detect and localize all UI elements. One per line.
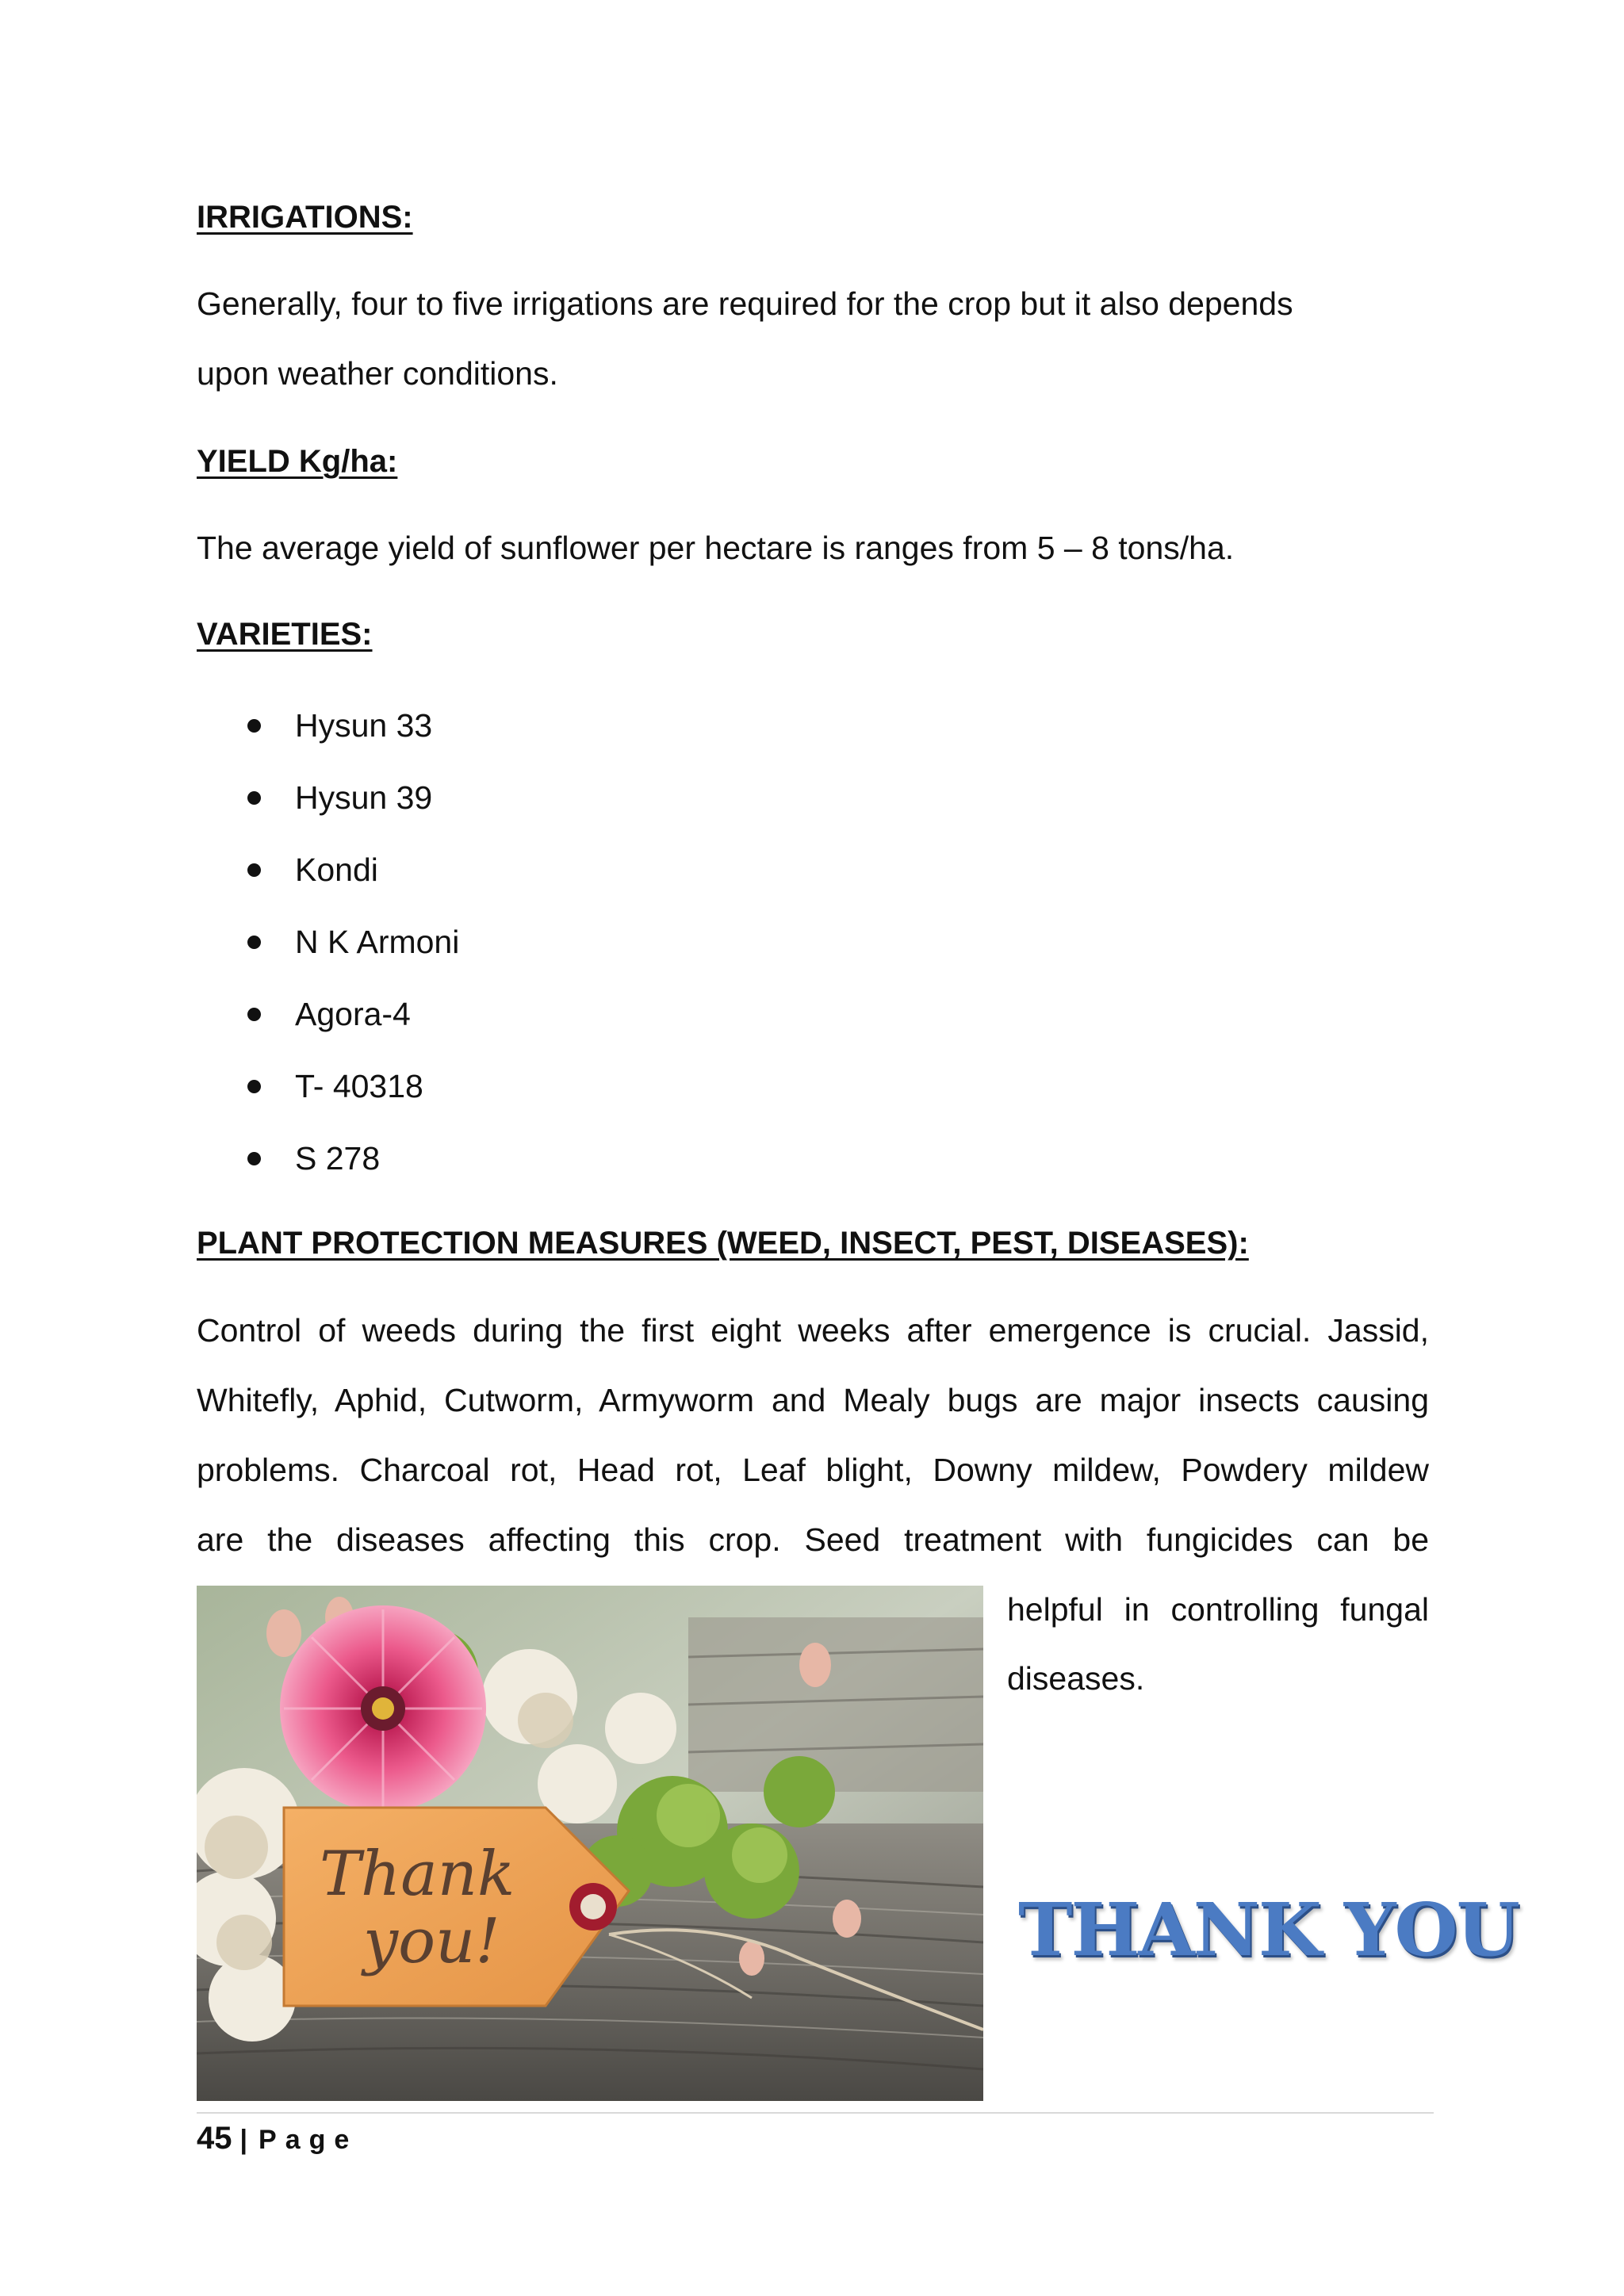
irrigations-text-line-1: Generally, four to five irrigations are required for the crop but it also depends [197,285,1293,322]
list-item [197,762,831,834]
variety-label: N K Armoni [295,924,460,960]
protection-text-line-1: Control of weeds during the first eight weeks after emergence is crucial. Jassid, [197,1312,1429,1349]
variety-label: Hysun 33 [295,707,433,744]
varieties-heading: VARIETIES: [197,617,373,652]
plant-protection-heading: PLANT PROTECTION MEASURES (WEED, INSECT, PEST, DISEASES): [197,1226,1249,1261]
variety-label: S 278 [295,1140,381,1177]
irrigations-text-line-2: upon weather conditions. [197,355,558,392]
bullet-icon [247,719,261,733]
page-number: 45 [197,2121,232,2156]
list-item [197,978,831,1050]
bullet-icon [247,1152,261,1165]
list-item [197,690,831,762]
footer-divider [197,2112,1434,2114]
yield-text: The average yield of sunflower per hectare is ranges from 5 – 8 tons/ha. [197,530,1235,566]
variety-label: Agora-4 [295,996,411,1032]
list-item [197,906,831,978]
list-item [197,1050,831,1123]
protection-text-line-4: are the diseases affecting this crop. Seed treatment with fungicides can be [197,1521,1429,1558]
variety-label: T- 40318 [295,1068,423,1104]
protection-text-line-3: problems. Charcoal rot, Head rot, Leaf blight, Downy mildew, Powdery mildew [197,1452,1429,1488]
bullet-icon [247,1080,261,1093]
list-item [197,834,831,906]
varieties-list [197,690,831,1195]
bullet-icon [247,791,261,805]
protection-text-line-6: diseases. [1007,1660,1145,1697]
bullet-icon [247,863,261,877]
page-footer [197,2121,358,2156]
irrigations-heading: IRRIGATIONS: [197,200,413,235]
list-item [197,1123,831,1195]
protection-text-line-5: helpful in controlling fungal [1007,1591,1429,1628]
tag-text-you: you! [363,1906,500,1977]
variety-label: Kondi [295,851,378,888]
page-label: Page [259,2125,358,2155]
bullet-icon [247,1008,261,1021]
protection-text-line-2: Whitefly, Aphid, Cutworm, Armyworm and Mealy bugs are major insects causing [197,1382,1429,1418]
yield-heading: YIELD Kg/ha: [197,444,398,479]
bullet-icon [247,936,261,949]
thank-you-wordart: THANK YOU [1018,1887,1519,1973]
thank-you-flowers-photo [197,1586,983,2101]
page-separator: | [239,2125,248,2155]
tag-text-thank: Thank [320,1839,515,1910]
variety-label: Hysun 39 [295,779,433,816]
